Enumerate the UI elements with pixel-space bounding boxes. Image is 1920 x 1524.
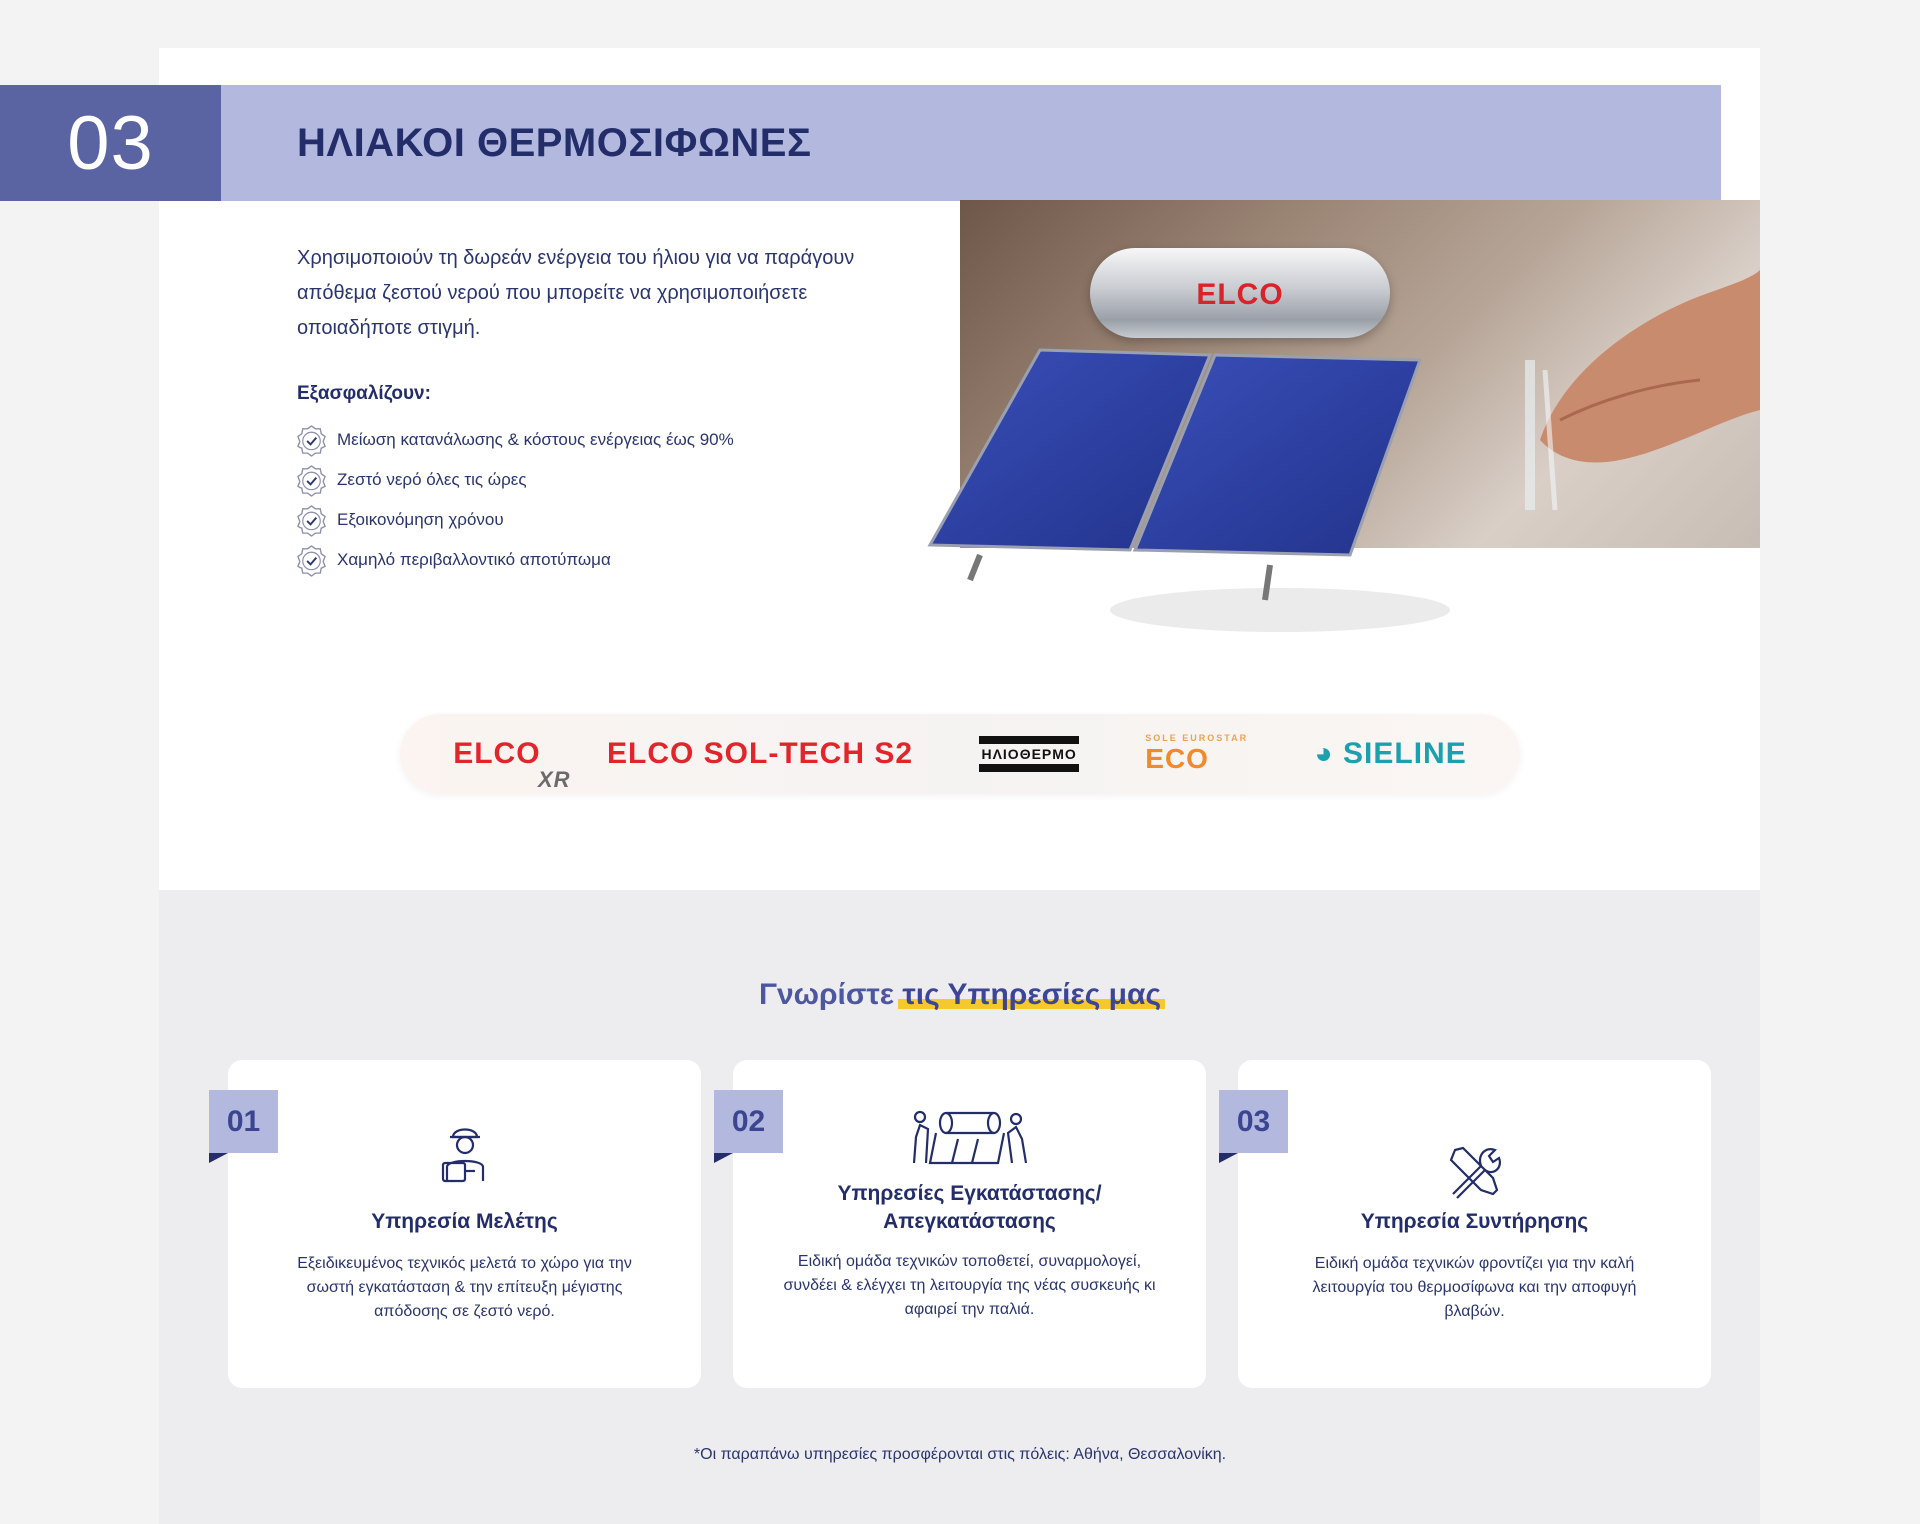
list-item [295,500,734,540]
card-text: Ειδική ομάδα τεχνικών τοποθετεί, συναρμολογεί, συνδέει & ελέγχει τη λειτουργία της νέας συσκευής κι αφαιρεί την παλιά. [783,1253,1156,1318]
solar-heater-image [920,200,1760,640]
list-item [295,540,734,580]
check-badge-icon [295,424,328,457]
services-title-part1: Γνωρίστε [758,978,895,1011]
brand-elco-xr-sub: XR [538,767,571,792]
benefit-text: Μείωση κατανάλωσης & κόστους ενέργειας έως 90% [337,430,734,449]
brand-eco-logo[interactable] [1145,733,1248,775]
tools-icon [1415,1130,1535,1200]
section-intro: Χρησιμοποιούν τη δωρεάν ενέργεια του ήλιου για να παράγουν απόθεμα ζεστού νερού που μπορείτε να χρησιμοποιήσετε οποιαδήποτε στιγμή. [297,247,855,339]
brand-eco-name: ECO [1145,743,1209,774]
check-badge-icon [295,544,328,577]
brand-sieline-logo[interactable] [1315,737,1467,771]
card-title: Υπηρεσία Μελέτης [371,1210,558,1233]
list-item [295,420,734,460]
service-card-study[interactable] [228,1060,701,1388]
solar-panels-icon [920,340,1460,640]
services-footnote: *Οι παραπάνω υπηρεσίες προσφέρονται στις πόλεις: Αθήνα, Θεσσαλονίκη. [693,1446,1227,1463]
brand-heliothermo-logo[interactable]: ΗΛΙΟΘΕΡΜΟ [979,736,1078,772]
benefits-list [295,420,734,580]
services-title [0,978,1920,1012]
installers-icon [905,1105,1035,1165]
benefits-heading: Εξασφαλίζουν: [297,383,431,404]
brand-sieline-name: SIELINE [1343,737,1467,770]
card-number: 02 [714,1090,783,1153]
service-card-maintenance[interactable] [1238,1060,1711,1388]
card-title: Υπηρεσίες Εγκατάστασης/ Απεγκατάστασης [837,1182,1102,1233]
card-text: Εξειδικευμένος τεχνικός μελετά το χώρο για την σωστή εγκατάσταση & την επίτευξη μέγιστης απόδοσης σε ζεστό νερό. [297,1255,632,1320]
card-text: Ειδική ομάδα τεχνικών φροντίζει για την καλή λειτουργία του θερμοσίφωνα και την αποφυγή βλαβών. [1312,1255,1637,1320]
benefit-text: Εξοικονόμηση χρόνου [337,510,504,529]
check-badge-icon [295,464,328,497]
section-title: ΗΛΙΑΚΟΙ ΘΕΡΜΟΣΙΦΩΝΕΣ [297,120,812,165]
benefit-text: Χαμηλό περιβαλλοντικό αποτύπωμα [337,550,611,569]
card-title: Υπηρεσία Συντήρησης [1360,1210,1589,1233]
water-tank [1090,248,1390,338]
service-card-installation[interactable] [733,1060,1206,1388]
brand-elco-xr-logo[interactable] [453,737,571,792]
check-badge-icon [295,504,328,537]
benefit-text: Ζεστό νερό όλες τις ώρες [337,470,527,489]
card-number: 03 [1219,1090,1288,1153]
brand-elco-xr-name: ELCO [453,737,541,770]
tank-logo: ELCO [1196,278,1284,311]
card-number: 01 [209,1090,278,1153]
section-header [0,85,1721,201]
brand-soltech-logo[interactable]: ELCO SOL-TECH S2 [607,737,914,770]
services-title-highlight: τις Υπηρεσίες μας [902,978,1162,1011]
section-number: 03 [0,85,221,201]
engineer-icon [405,1115,525,1185]
brand-eco-top: SOLE EUROSTAR [1145,733,1249,743]
hand-icon [1500,210,1760,510]
list-item [295,460,734,500]
brands-strip [400,714,1520,794]
leaf-icon: ◕ [1314,737,1344,770]
